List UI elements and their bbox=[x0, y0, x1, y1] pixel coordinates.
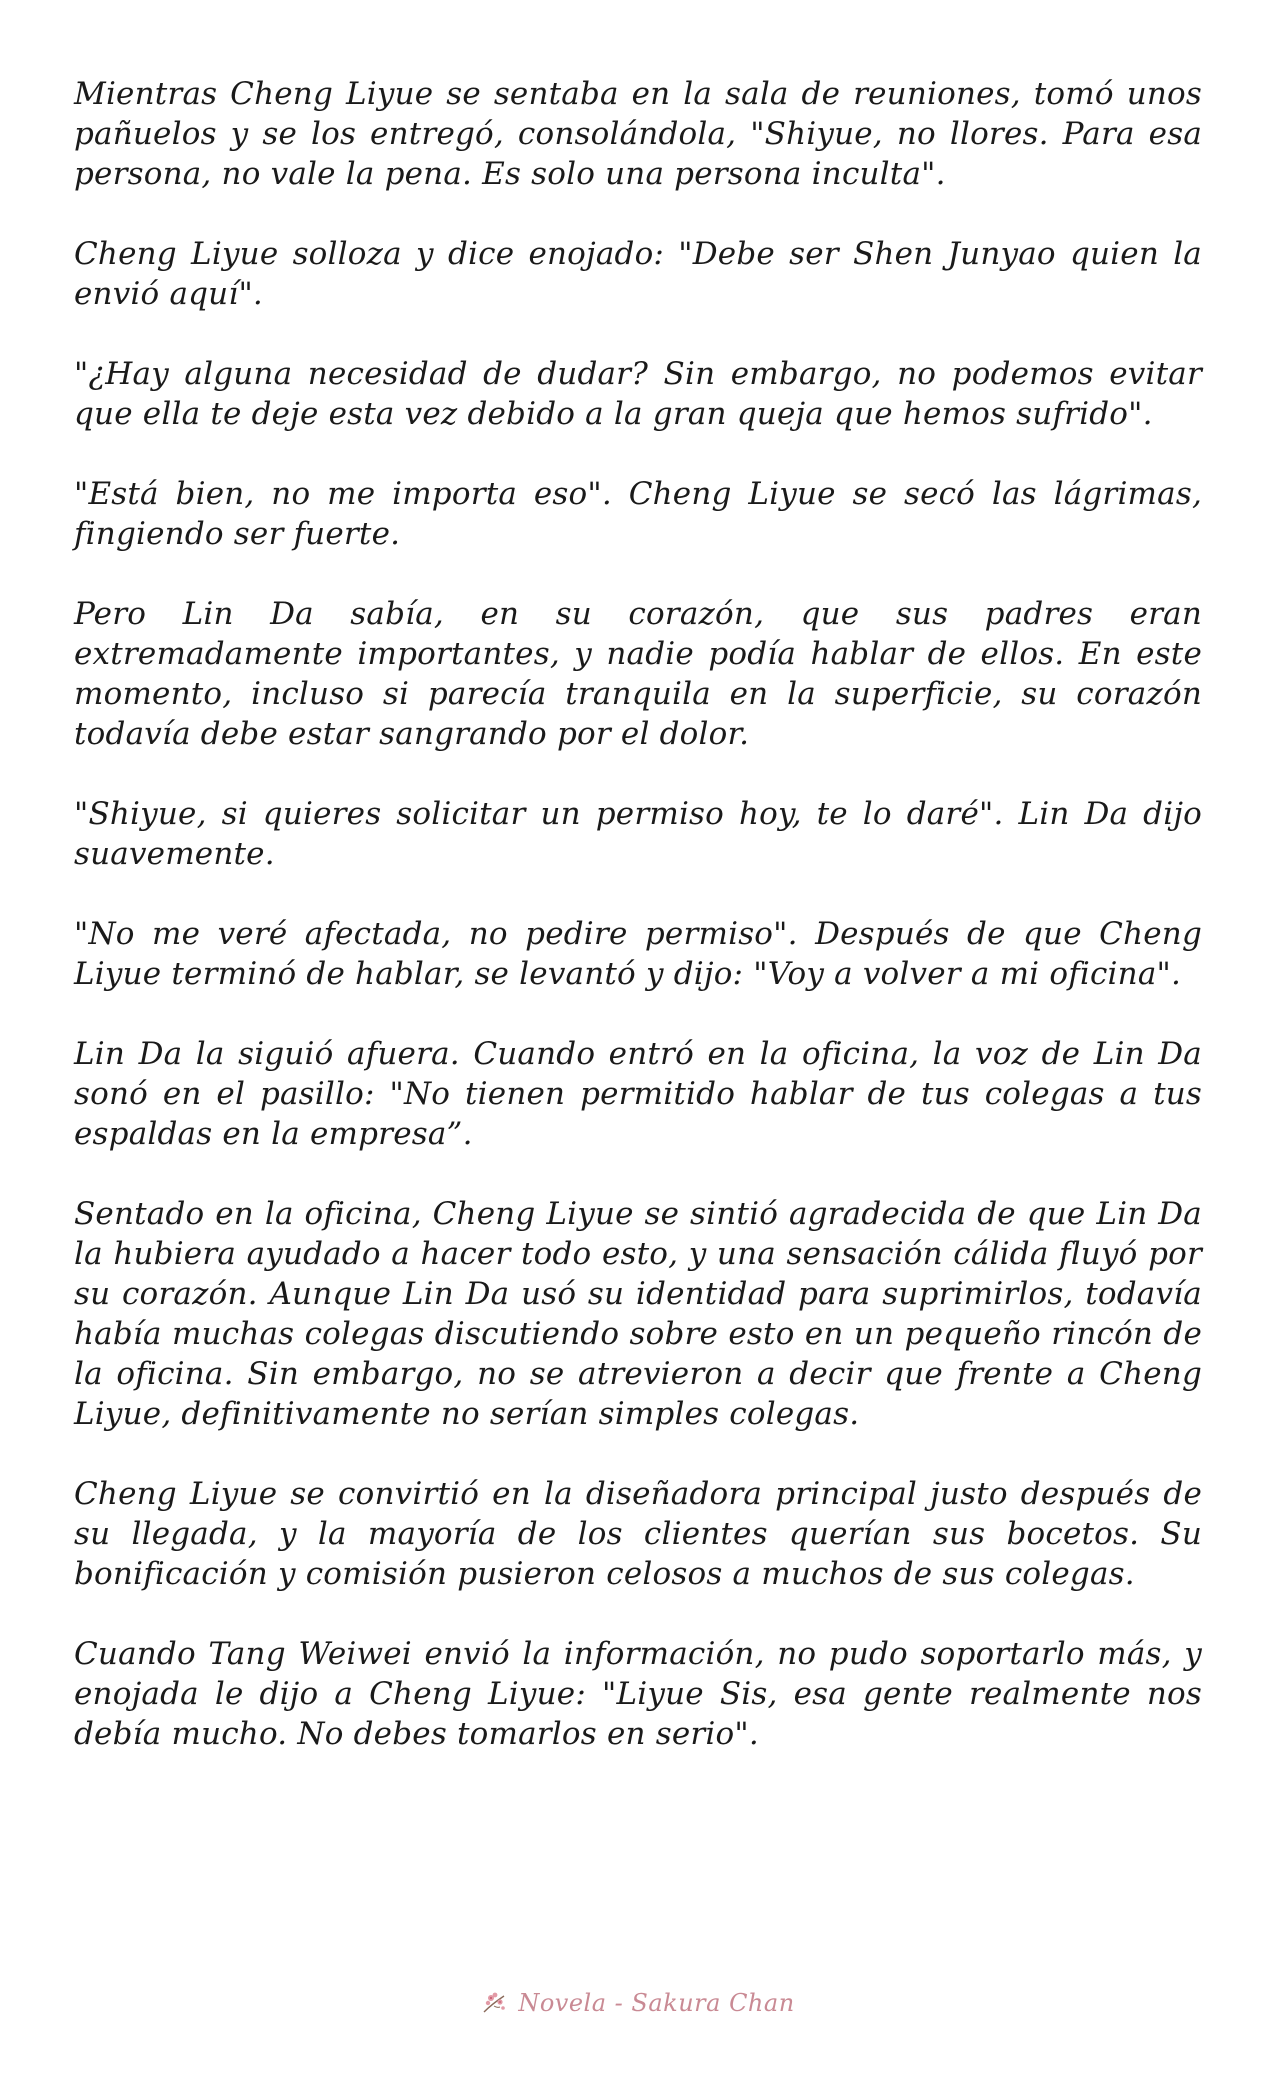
paragraph-2: Cheng Liyue solloza y dice enojado: "Debe ser Shen Junyao quien la envió aquí". bbox=[74, 236, 1202, 312]
paragraph-3: "¿Hay alguna necesidad de dudar? Sin embargo, no podemos evitar que ella te deje esta vez debido a la gran queja que hemos sufrido". bbox=[74, 356, 1202, 432]
paragraph-7: "No me veré afectada, no pedire permiso". Después de que Cheng Liyue terminó de hablar, se levantó y dijo: "Voy a volver a mi oficina". bbox=[74, 916, 1202, 992]
paragraph-5: Pero Lin Da sabía, en su corazón, que sus padres eran extremadamente importantes, y nadie podía hablar de ellos. En este momento, incluso si parecía tranquila en la superficie, su corazón todavía debe estar sangrando por el dolor. bbox=[74, 596, 1202, 752]
document-body bbox=[74, 74, 1202, 1794]
footer-watermark bbox=[0, 1988, 1275, 2018]
paragraph-10: Cheng Liyue se convirtió en la diseñadora principal justo después de su llegada, y la mayoría de los clientes querían sus bocetos. Su bonificación y comisión pusieron celosos a muchos de sus colegas. bbox=[74, 1476, 1202, 1592]
paragraph-8: Lin Da la siguió afuera. Cuando entró en la oficina, la voz de Lin Da sonó en el pasillo: "No tienen permitido hablar de tus colegas a tus espaldas en la empresa”. bbox=[74, 1036, 1202, 1152]
sakura-blossom-icon bbox=[480, 1988, 510, 2018]
footer-inner bbox=[480, 1988, 794, 2018]
paragraph-1: Mientras Cheng Liyue se sentaba en la sala de reuniones, tomó unos pañuelos y se los entregó, consolándola, "Shiyue, no llores. Para esa persona, no vale la pena. Es solo una persona inculta". bbox=[74, 76, 1202, 192]
paragraph-6: "Shiyue, si quieres solicitar un permiso hoy, te lo daré". Lin Da dijo suavemente. bbox=[74, 796, 1202, 872]
paragraph-4: "Está bien, no me importa eso". Cheng Liyue se secó las lágrimas, fingiendo ser fuerte. bbox=[74, 476, 1202, 552]
footer-text: Novela - Sakura Chan bbox=[518, 1989, 795, 2017]
paragraph-9: Sentado en la oficina, Cheng Liyue se sintió agradecida de que Lin Da la hubiera ayudado a hacer todo esto, y una sensación cálida fluyó por su corazón. Aunque Lin Da usó su identidad para suprimirlos, todavía había muchas colegas discutiendo sobre esto en un pequeño rincón de la oficina. Sin embargo, no se atrevieron a decir que frente a Cheng Liyue, definitivamente no serían simples colegas. bbox=[74, 1196, 1202, 1432]
paragraph-11: Cuando Tang Weiwei envió la información, no pudo soportarlo más, y enojada le dijo a Cheng Liyue: "Liyue Sis, esa gente realmente nos debía mucho. No debes tomarlos en serio". bbox=[74, 1636, 1202, 1752]
